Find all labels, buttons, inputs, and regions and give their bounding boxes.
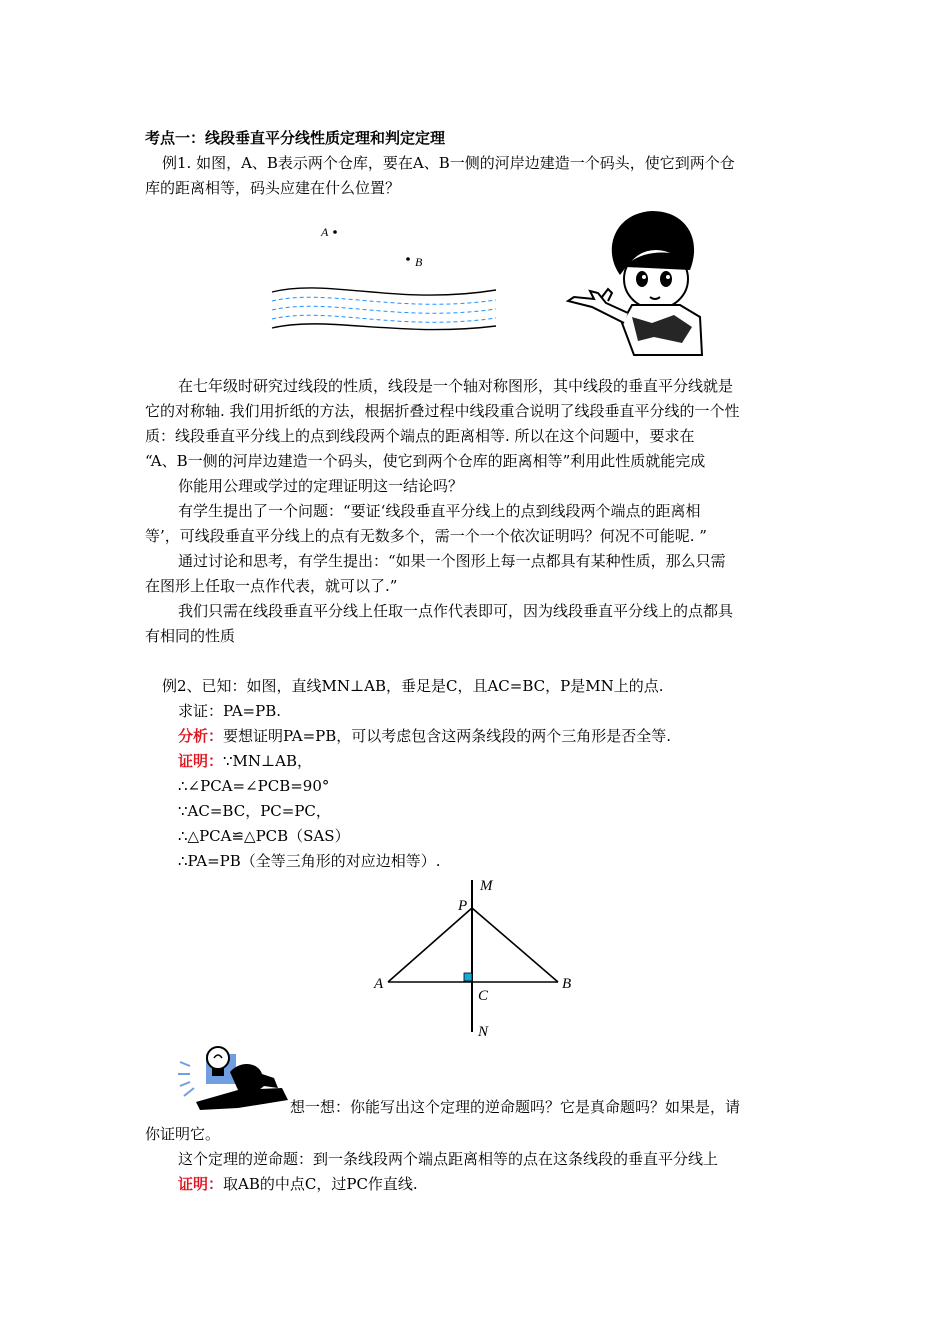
right-angle-mark <box>464 973 472 981</box>
paragraph-4-line2: 在图形上任取一点作代表，就可以了.” <box>145 577 398 595</box>
point-b <box>406 257 410 261</box>
paragraph-5-line1: 我们只需在线段垂直平分线上任取一点作代表即可，因为线段垂直平分线上的点都具 <box>178 602 734 620</box>
proof-step-3: ∵AC=BC，PC=PC， <box>178 802 331 820</box>
label-a: A <box>374 976 384 992</box>
cartoon-boy-illustration <box>562 205 712 360</box>
example2-proof-start <box>178 751 312 771</box>
converse-proof-text: 取AB的中点C，过PC作直线. <box>223 1175 418 1193</box>
proof-label: 证明： <box>178 752 224 770</box>
paragraph-1-line2: 它的对称轴. 我们用折纸的方法，根据折叠过程中线段重合说明了线段垂直平分线的一个性 <box>145 402 740 420</box>
analysis-text: 要想证明PA=PB，可以考虑包含这两条线段的两个三角形是否全等. <box>223 727 672 745</box>
example2-prove: 求证：PA=PB. <box>178 702 282 720</box>
label-c: C <box>478 988 489 1004</box>
paragraph-1-line3: 质：线段垂直平分线上的点到线段两个端点的距离相等. 所以在这个问题中，要求在 <box>145 427 695 445</box>
analysis-label: 分析： <box>178 727 224 745</box>
paragraph-5-line2: 有相同的性质 <box>145 627 236 645</box>
label-b: B <box>415 255 423 269</box>
think-line1: 想一想：你能写出这个定理的逆命题吗？它是真命题吗？如果是，请 <box>290 1098 741 1116</box>
section-title: 考点一：线段垂直平分线性质定理和判定定理 <box>145 129 446 147</box>
example2-analysis <box>178 726 671 746</box>
label-n: N <box>478 1024 489 1040</box>
proof-step-2: ∴∠PCA=∠PCB=90° <box>178 777 330 795</box>
point-a <box>333 230 337 234</box>
example2-given: 例2、已知：如图，直线MN⊥AB，垂足是C，且AC=BC，P是MN上的点. <box>162 677 664 695</box>
proof-step-1: ∵MN⊥AB， <box>223 752 313 770</box>
label-b: B <box>562 976 572 992</box>
paragraph-1-line1: 在七年级时研究过线段的性质，线段是一个轴对称图形，其中线段的垂直平分线就是 <box>178 377 734 395</box>
segment-pb <box>472 908 558 982</box>
river-wave <box>272 306 496 313</box>
label-p: P <box>458 898 468 914</box>
geometry-figure <box>368 872 588 1042</box>
example1-line2: 库的距离相等，码头应建在什么位置？ <box>145 179 401 197</box>
example1-line1: 例1. 如图，A、B表示两个仓库，要在A、B一侧的河岸边建造一个码头，使它到两个仓 <box>162 154 735 172</box>
paragraph-3-line2: 等’，可线段垂直平分线上的点有无数多个，需一个一个依次证明吗？何况不可能呢. ” <box>145 527 707 545</box>
proof-label-2: 证明： <box>178 1175 224 1193</box>
label-a: A <box>321 225 329 239</box>
river-bank-top <box>272 288 496 295</box>
river-wave <box>272 315 496 322</box>
paragraph-3-line1: 有学生提出了一个问题：“要证‘线段垂直平分线上的点到线段两个端点的距离相 <box>178 502 701 520</box>
river-wave <box>272 297 496 304</box>
think-line2: 你证明它。 <box>145 1125 221 1143</box>
thinking-lightbulb-icon <box>178 1044 290 1114</box>
proof-step-4: ∴△PCA≌△PCB（SAS） <box>178 827 350 845</box>
label-m: M <box>480 878 493 894</box>
paragraph-4-line1: 通过讨论和思考，有学生提出：“如果一个图形上每一点都具有某种性质，那么只需 <box>178 552 726 570</box>
proof-step-5: ∴PA=PB（全等三角形的对应边相等）. <box>178 852 441 870</box>
paragraph-1-line4: “A、B一侧的河岸边建造一个码头，使它到两个仓库的距离相等”利用此性质就能完成 <box>145 452 706 470</box>
river-bank-bottom <box>272 324 496 330</box>
converse-proof <box>178 1174 418 1194</box>
segment-pa <box>388 908 472 982</box>
river-figure <box>268 218 500 338</box>
converse-statement: 这个定理的逆命题：到一条线段两个端点距离相等的点在这条线段的垂直平分线上 <box>178 1150 719 1168</box>
paragraph-2: 你能用公理或学过的定理证明这一结论吗？ <box>178 477 464 495</box>
